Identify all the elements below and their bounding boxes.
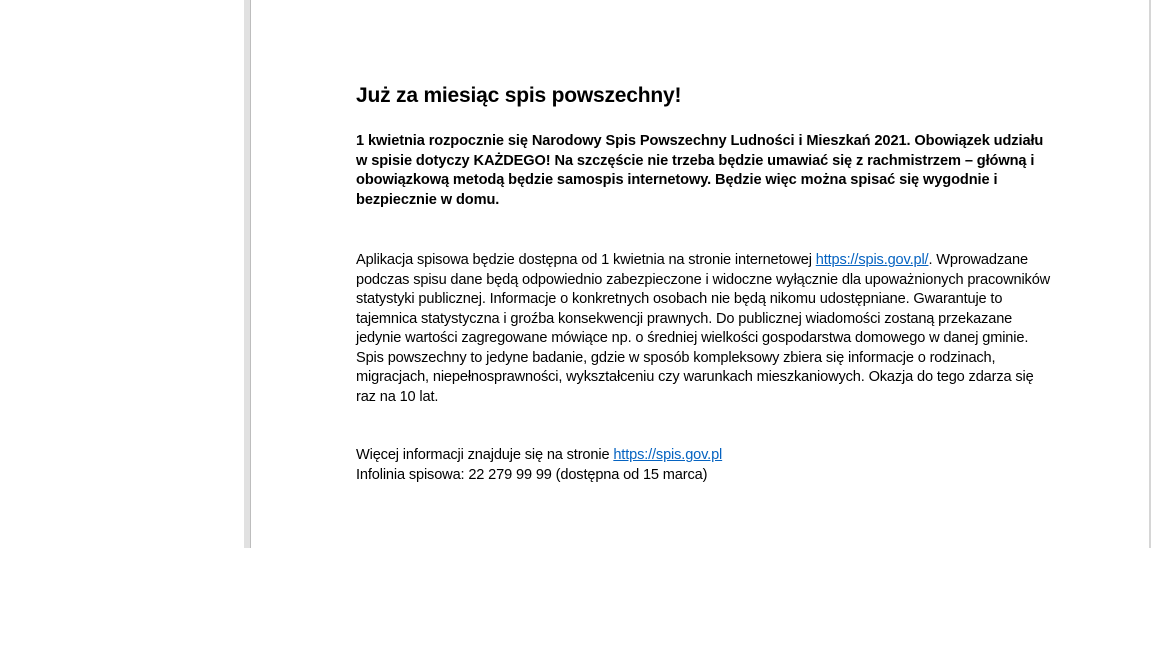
spis-link-2[interactable]: https://spis.gov.pl [613, 447, 723, 464]
more-info-text: Więcej informacji znajduje się na stronie [356, 447, 614, 464]
paragraph-app-info [356, 251, 1056, 349]
document-title: Już za miesiąc spis powszechny! [356, 84, 682, 107]
lead-paragraph: 1 kwietnia rozpocznie się Narodowy Spis Powszechny Ludności i Mieszkań 2021. Obowiązek udziału w spisie dotyczy KAŻDEGO! Na szczęście nie trzeba będzie umawiać się z rachmistrzem – główną i obowiązkową metodą będzie samospis internetowy. Będzie więc można spisać się wygodnie i bezpiecznie w domu. [356, 133, 1044, 208]
paragraph-app-info-after-link: . Wprowadzane podczas spisu dane będą odpowiednio zabezpieczone i widoczne wyłącznie dla upoważnionych pracowników statystyki publicznej. Informacje o konkretnych osobach nie będą nikomu udostępniane. Gwarantuje to tajemnica statystyczna i groźba konsekwencji prawnych. Do publicznej wiadomości zostaną przekazane jedynie wartości zagregowane mówiące np. o średniej wielkości gospodarstwa domowego w danej gminie. [356, 252, 1051, 347]
more-info-line [356, 446, 1056, 466]
paragraph-census-info: Spis powszechny to jedyne badanie, gdzie w sposób kompleksowy zbiera się informacje o rodzinach, migracjach, niepełnosprawności, wykształceniu czy warunkach mieszkaniowych. Okazja do tego zdarza się raz na 10 lat. [356, 349, 1034, 405]
spis-link-1[interactable]: https://spis.gov.pl/ [815, 252, 929, 269]
paragraph-app-info-before-link: Aplikacja spisowa będzie dostępna od 1 kwietnia na stronie internetowej [356, 252, 816, 269]
document-content [356, 82, 1056, 485]
hotline-line: Infolinia spisowa: 22 279 99 99 (dostępna od 15 marca) [356, 466, 708, 483]
